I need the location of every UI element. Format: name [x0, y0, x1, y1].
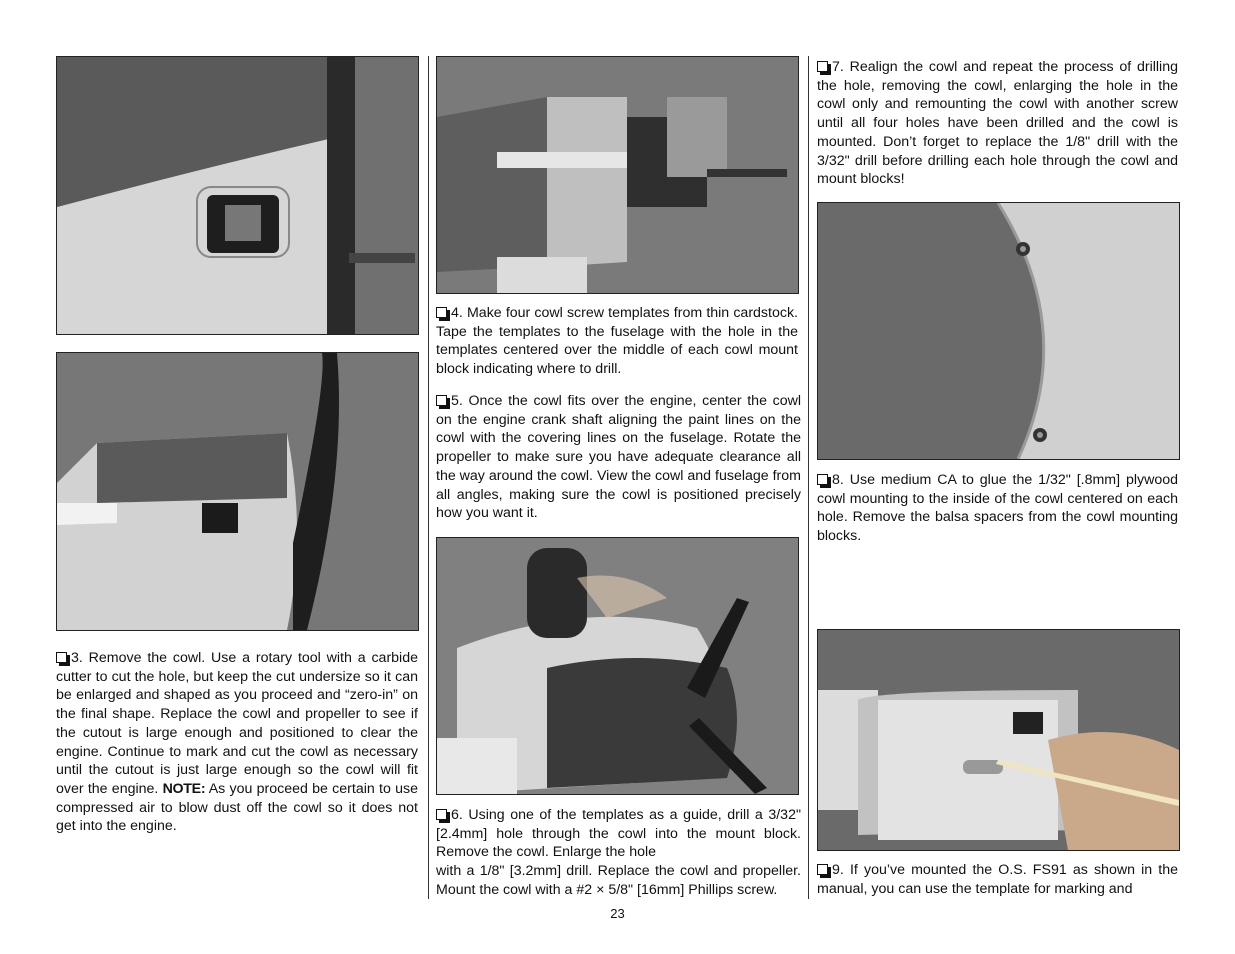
step-3-body: 3. Remove the cowl. Use a rotary tool with a carbide cutter to cut the hole, but keep the cut undersize so it can be enlarged and shaped as you proceed and “zero-in” on the final shape. Replace the cowl and propeller to see if the cutout is large enough and positioned to clear the engine. Continue to mark and cut the cowl as necessary until the cutout is just large enough so the cowl will fit over the engine. [56, 650, 418, 797]
step-6-text [436, 806, 801, 900]
step-5-body: 5. Once the cowl fits over the engine, center the cowl on the engine crank shaft aligning the paint lines on the cowl with the covering lines on the fuselage. Rotate the propeller to make sure you have adequate clearance all the way around the cowl. View the cowl and fuselage from all angles, making sure the cowl is positioned precisely how you want it. [436, 393, 801, 522]
checkbox-icon [436, 809, 447, 820]
step-7-body-b: Don’t forget to replace the 1/8" drill with the 3/32" drill before drilling each hole through the cowl and mount blocks! [817, 133, 1178, 188]
photo-cowl-on-fuselage [56, 352, 419, 631]
step-7-text [817, 58, 1178, 189]
note-label: NOTE: [162, 780, 206, 797]
step-4-body: 4. Make four cowl screw templates from thin cardstock. Tape the templates to the fuselage with the hole in the templates centered over the middle of each cowl mount block indicating where to drill. [436, 305, 798, 378]
photo-template-marking [817, 629, 1180, 851]
checkbox-icon [56, 652, 67, 663]
checkbox-icon [436, 395, 447, 406]
checkbox-icon [436, 307, 447, 318]
photo-cowl-cutout-closeup [56, 56, 419, 335]
step-5-text [436, 392, 801, 523]
checkbox-icon [817, 864, 828, 875]
checkbox-icon [817, 61, 828, 72]
checkbox-icon [817, 474, 828, 485]
step-3-text [56, 649, 418, 836]
step-6-body-b: with a 1/8" [3.2mm] drill. Replace the cowl and propeller. Mount the cowl with a #2 × 5/8" [16mm] Phillips screw. [436, 863, 801, 898]
step-8-body-b: to the inside of the cowl centered on each hole. Remove the balsa spacers from the cowl mounting blocks. [817, 490, 1178, 545]
step-4-text [436, 304, 798, 379]
column-divider-1 [428, 56, 429, 899]
step-3-note: As you proceed be certain to use compressed air to blow dust off the cowl so it does not get into the engine. [56, 780, 418, 835]
step-9-text [817, 861, 1178, 898]
photo-drilling-cowl [436, 537, 799, 795]
step-8-text [817, 471, 1178, 546]
step-7-body-a: 7. Realign the cowl and repeat the process of drilling the hole, removing the cowl, enlarging the hole in the cowl only and remounting the cowl with another screw until all four holes have been drilled and the cowl is mounted. [817, 59, 1178, 150]
photo-engine-template [436, 56, 799, 294]
step-6-body-a: 6. Using one of the templates as a guide, drill a 3/32" [2.4mm] hole through the cowl into the mount block. Remove the cowl. Enlarge the hole [436, 807, 801, 861]
column-divider-2 [808, 56, 809, 899]
step-9-body: 9. If you’ve mounted the O.S. FS91 as shown in the manual, you can use the template for marking and [817, 862, 1178, 897]
step-8-body-a: 8. Use medium CA to glue the 1/32" [.8mm] plywood cowl mounting [817, 472, 1178, 507]
photo-cowl-inside-holes [817, 202, 1180, 460]
page-number: 23 [610, 906, 625, 921]
